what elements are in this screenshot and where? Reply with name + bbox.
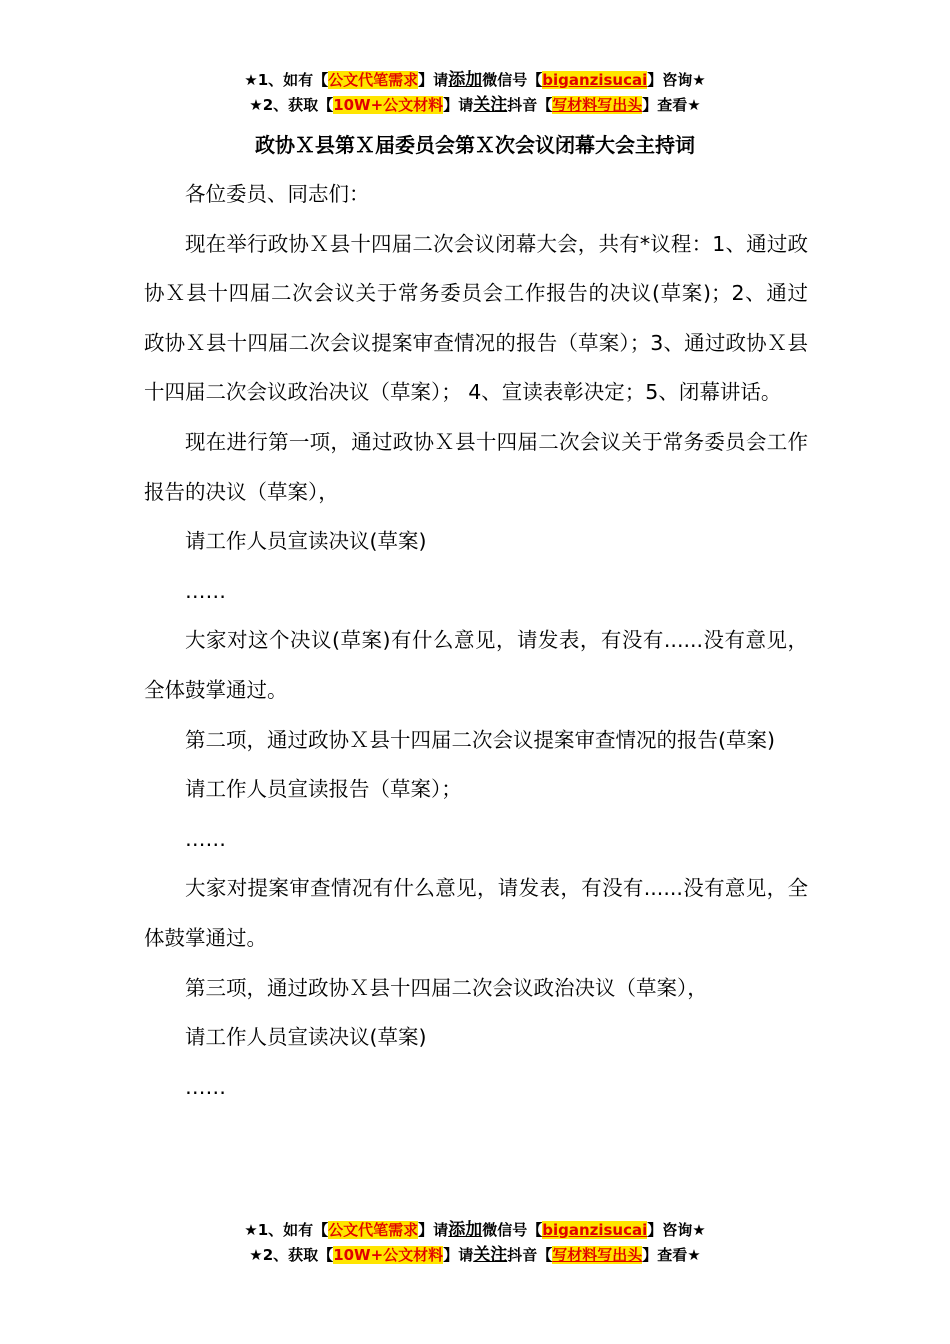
promo-emphasis: 关注 (473, 1245, 508, 1265)
promo-text: 抖音【 (507, 1246, 553, 1264)
promo-text: ★1、如有【 (244, 1221, 329, 1239)
promo-emphasis: 添加 (448, 1220, 483, 1240)
promo-text: ★1、如有【 (244, 71, 329, 89)
paragraph: 请工作人员宣读决议(草案) (185, 1025, 427, 1050)
promo-line-2 (0, 93, 950, 118)
promo-text: 】请 (418, 1221, 449, 1239)
bottom-promo-banner (0, 1218, 950, 1268)
promo-text: ★2、获取【 (249, 1246, 334, 1264)
promo-highlight: 10W+公文材料 (333, 1246, 444, 1264)
promo-line-1 (0, 68, 950, 93)
document-body (144, 170, 808, 1112)
promo-highlight: 公文代笔需求 (328, 71, 419, 89)
promo-wechat-id: biganzisucai (542, 1221, 648, 1239)
paragraph: 第三项，通过政协Ｘ县十四届二次会议政治决议（草案）， (185, 975, 708, 1000)
paragraph: 大家对这个决议(草案)有什么意见，请发表，有没有......没有意见，全体鼓掌通过。 (144, 628, 808, 702)
promo-text: ★2、获取【 (249, 96, 334, 114)
promo-text: 抖音【 (507, 96, 553, 114)
promo-douyin-account: 写材料写出头 (552, 96, 643, 114)
promo-line-2 (0, 1243, 950, 1268)
paragraph: 各位委员、同志们： (185, 182, 370, 206)
promo-text: 】查看★ (642, 96, 701, 114)
promo-emphasis: 关注 (473, 95, 508, 115)
promo-text: 】请 (418, 71, 449, 89)
paragraph: 请工作人员宣读决议(草案) (185, 529, 427, 554)
promo-douyin-account: 写材料写出头 (552, 1246, 643, 1264)
promo-text: 】咨询★ (647, 1221, 706, 1239)
paragraph: 第二项，通过政协Ｘ县十四届二次会议提案审查情况的报告(草案) (185, 727, 775, 752)
paragraph: …… (185, 826, 226, 851)
promo-text: 】查看★ (642, 1246, 701, 1264)
top-promo-banner (0, 68, 950, 118)
document-title: 政协Ｘ县第Ｘ届委员会第Ｘ次会议闭幕大会主持词 (255, 133, 695, 157)
promo-text: 】请 (443, 1246, 474, 1264)
promo-text: 】咨询★ (647, 71, 706, 89)
promo-highlight: 10W+公文材料 (333, 96, 444, 114)
paragraph: 现在举行政协Ｘ县十四届二次会议闭幕大会，共有*议程：1、通过政协Ｘ县十四届二次会议关于常务委员会工作报告的决议(草案)；2、通过政协Ｘ县十四届二次会议提案审查情况的报告（草案）；3、通过政协Ｘ县十四届二次会议政治决议（草案）； 4、宣读表彰决定；5、闭幕讲话。 (144, 231, 808, 405)
promo-wechat-id: biganzisucai (542, 71, 648, 89)
promo-text: 微信号【 (482, 1221, 543, 1239)
promo-highlight: 公文代笔需求 (328, 1221, 419, 1239)
paragraph: …… (185, 1074, 226, 1099)
promo-text: 微信号【 (482, 71, 543, 89)
paragraph: 请工作人员宣读报告（草案）； (185, 777, 462, 802)
promo-text: 】请 (443, 96, 474, 114)
paragraph: 大家对提案审查情况有什么意见，请发表，有没有......没有意见，全体鼓掌通过。 (144, 876, 808, 950)
promo-emphasis: 添加 (448, 70, 483, 90)
paragraph: …… (185, 578, 226, 603)
promo-line-1 (0, 1218, 950, 1243)
paragraph: 现在进行第一项，通过政协Ｘ县十四届二次会议关于常务委员会工作报告的决议（草案）， (144, 429, 808, 504)
